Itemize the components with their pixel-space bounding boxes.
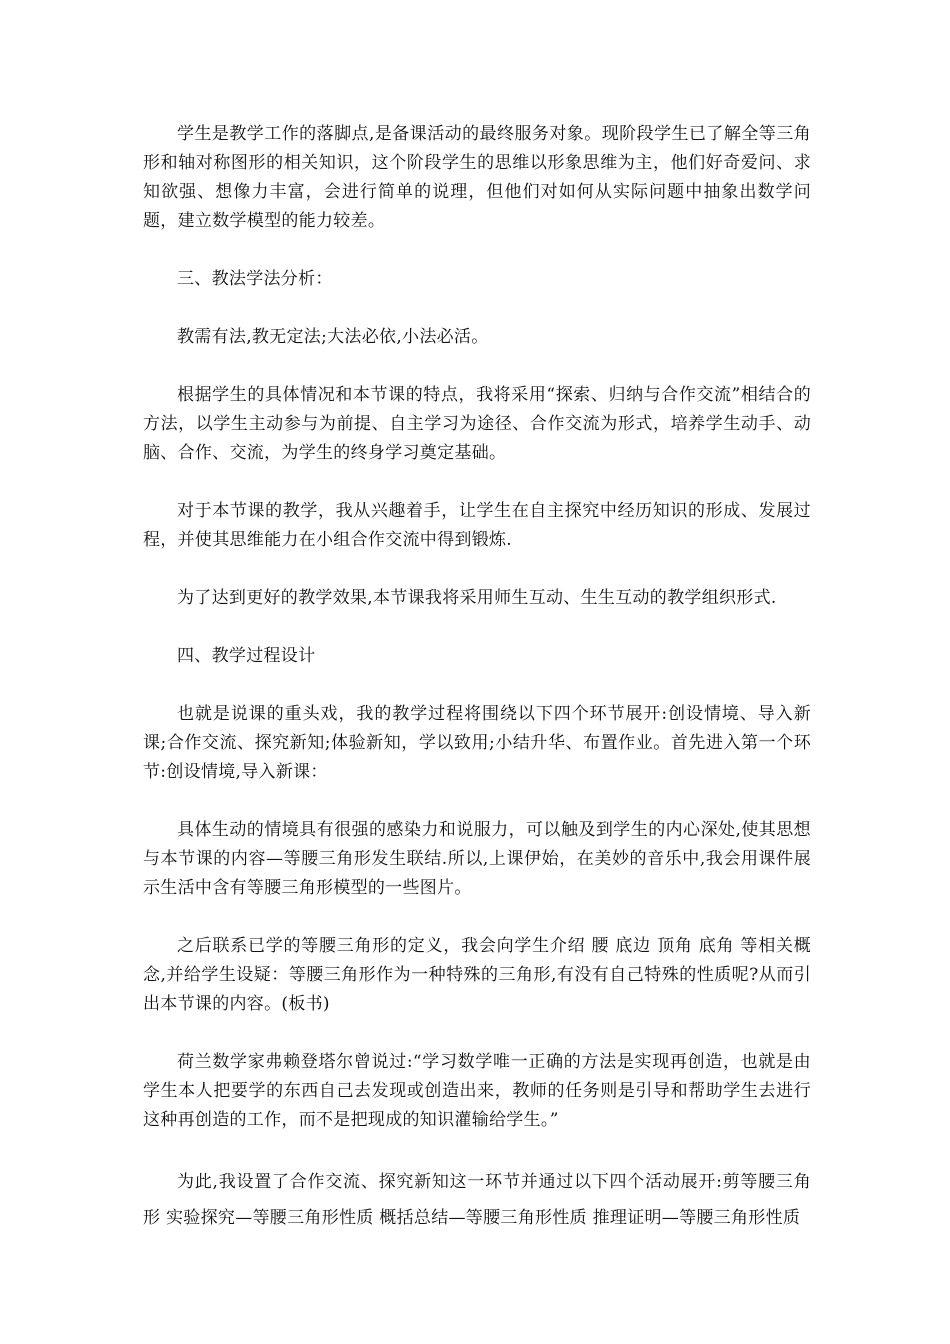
paragraph-organization-form: 为了达到更好的教学效果,本节课我将采用师生互动、生生互动的教学组织形式.: [177, 588, 777, 608]
paragraph-four-stages: 也就是说课的重头戏，我的教学过程将围绕以下四个环节展开:创设情境、导入新课;合作交流、探究新知;体验新知，学以致用;小结升华、布置作业。首先进入第一个环节:创设情境,导入新课：: [143, 704, 811, 782]
document-body: [143, 120, 811, 1236]
paragraph-freudenthal-quote: 荷兰数学家弗赖登塔尔曾说过:“学习数学唯一正确的方法是实现再创造，也就是由学生本人把要学的东西自己去发现或创造出来，教师的任务则是引导和帮助学生去进行这种再创造的工作，而不是把现成的知识灌输给学生。”: [143, 1052, 811, 1130]
heading-teaching-methods: 三、教法学法分析：: [177, 269, 333, 289]
paragraph-definition: 之后联系已学的等腰三角形的定义，我会向学生介绍 腰 底边 顶角 底角 等相关概念,并给学生设疑：等腰三角形作为一种特殊的三角形,有没有自己特殊的性质呢?从而引出本节课的内容。(板书): [143, 936, 811, 1014]
paragraph-teaching-principle: 教需有法,教无定法;大法必依,小法必活。: [177, 327, 489, 347]
paragraph-situation: 具体生动的情境具有很强的感染力和说服力，可以触及到学生的内心深处,使其思想与本节课的内容—等腰三角形发生联结.所以,上课伊始，在美妙的音乐中,我会用课件展示生活中含有等腰三角形模型的一些图片。: [143, 820, 811, 898]
heading-process-design: 四、教学过程设计: [177, 646, 316, 666]
paragraph-student-analysis: 学生是教学工作的落脚点,是备课活动的最终服务对象。现阶段学生已了解全等三角形和轴对称图形的相关知识，这个阶段学生的思维以形象思维为主，他们好奇爱问、求知欲强、想像力丰富，会进行简单的说理，但他们对如何从实际问题中抽象出数学问题，建立数学模型的能力较差。: [143, 124, 811, 231]
paragraph-method-combination: 根据学生的具体情况和本节课的特点，我将采用“探索、归纳与合作交流”相结合的方法，以学生主动参与为前提、自主学习为途径、合作交流为形式，培养学生动手、动脑、合作、交流，为学生的终身学习奠定基础。: [143, 385, 811, 463]
paragraph-activities: 为此,我设置了合作交流、探究新知这一环节并通过以下四个活动展开:剪等腰三角形 实验探究—等腰三角形性质 概括总结—等腰三角形性质 推理证明—等腰三角形性质: [143, 1172, 811, 1228]
paragraph-interest-start: 对于本节课的教学，我从兴趣着手，让学生在自主探究中经历知识的形成、发展过程，并使其思维能力在小组合作交流中得到锻炼.: [143, 501, 811, 550]
